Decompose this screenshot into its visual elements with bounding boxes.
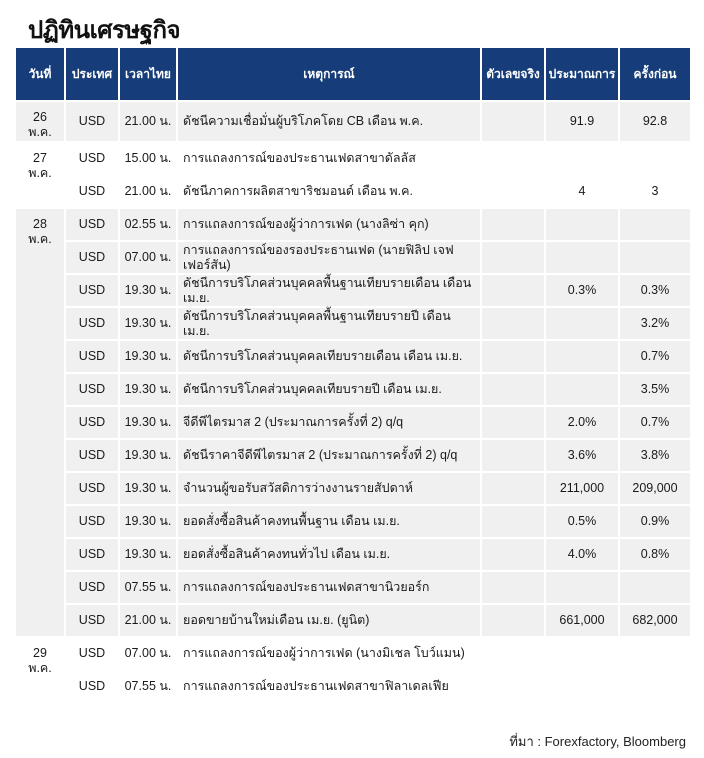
table-row <box>16 605 690 638</box>
event-cell: ดัชนีราคาจีดีพีไตรมาส 2 (ประมาณการครั้งที่ 2) q/q <box>178 440 480 473</box>
time-cell: 21.00 น. <box>120 176 176 209</box>
header-forecast: ประมาณการ <box>546 48 618 102</box>
actual-cell <box>482 341 544 374</box>
table-row <box>16 143 690 176</box>
time-cell: 21.00 น. <box>120 605 176 638</box>
forecast-cell: 661,000 <box>546 605 618 638</box>
table-row <box>16 308 690 341</box>
actual-cell <box>482 308 544 341</box>
forecast-cell <box>546 572 618 605</box>
currency-cell: USD <box>66 473 118 506</box>
currency-cell: USD <box>66 407 118 440</box>
forecast-cell <box>546 209 618 242</box>
time-cell: 19.30 น. <box>120 539 176 572</box>
previous-cell: 0.3% <box>620 275 690 308</box>
table-row <box>16 102 690 143</box>
actual-cell <box>482 143 544 176</box>
previous-cell: 3.8% <box>620 440 690 473</box>
table-row <box>16 506 690 539</box>
event-cell: การแถลงการณ์ของผู้ว่าการเฟด (นางมิเชล โบว์แมน) <box>178 638 480 671</box>
forecast-cell: 2.0% <box>546 407 618 440</box>
time-cell: 07.55 น. <box>120 671 176 704</box>
economic-calendar-table <box>14 48 692 704</box>
header-actual: ตัวเลขจริง <box>482 48 544 102</box>
table-row <box>16 242 690 275</box>
event-cell: การแถลงการณ์ของผู้ว่าการเฟด (นางลิซ่า คุก) <box>178 209 480 242</box>
currency-cell: USD <box>66 275 118 308</box>
previous-cell: 209,000 <box>620 473 690 506</box>
currency-cell: USD <box>66 638 118 671</box>
table-row <box>16 539 690 572</box>
forecast-cell <box>546 143 618 176</box>
forecast-cell <box>546 638 618 671</box>
time-cell: 07.55 น. <box>120 572 176 605</box>
time-cell: 19.30 น. <box>120 275 176 308</box>
previous-cell <box>620 572 690 605</box>
forecast-cell <box>546 242 618 275</box>
currency-cell: USD <box>66 176 118 209</box>
actual-cell <box>482 275 544 308</box>
currency-cell: USD <box>66 374 118 407</box>
currency-cell: USD <box>66 572 118 605</box>
table-body <box>16 102 690 704</box>
header-date: วันที่ <box>16 48 64 102</box>
actual-cell <box>482 506 544 539</box>
time-cell: 19.30 น. <box>120 374 176 407</box>
previous-cell: 0.7% <box>620 341 690 374</box>
event-cell: จำนวนผู้ขอรับสวัสดิการว่างงานรายสัปดาห์ <box>178 473 480 506</box>
event-cell: ดัชนีภาคการผลิตสาขาริชมอนด์ เดือน พ.ค. <box>178 176 480 209</box>
actual-cell <box>482 440 544 473</box>
currency-cell: USD <box>66 539 118 572</box>
actual-cell <box>482 671 544 704</box>
previous-cell: 3.5% <box>620 374 690 407</box>
actual-cell <box>482 473 544 506</box>
forecast-cell <box>546 308 618 341</box>
currency-cell: USD <box>66 341 118 374</box>
forecast-cell <box>546 671 618 704</box>
currency-cell: USD <box>66 102 118 143</box>
table-row <box>16 440 690 473</box>
table-row <box>16 374 690 407</box>
time-cell: 19.30 น. <box>120 407 176 440</box>
time-cell: 07.00 น. <box>120 242 176 275</box>
event-cell: ดัชนีการบริโภคส่วนบุคคลพื้นฐานเทียบรายปี เดือน เม.ย. <box>178 308 480 341</box>
previous-cell: 0.8% <box>620 539 690 572</box>
date-cell: 26 พ.ค. <box>16 102 64 143</box>
actual-cell <box>482 209 544 242</box>
time-cell: 02.55 น. <box>120 209 176 242</box>
table-header-row <box>16 48 690 102</box>
forecast-cell: 0.5% <box>546 506 618 539</box>
forecast-cell: 4.0% <box>546 539 618 572</box>
event-cell: ดัชนีความเชื่อมั่นผู้บริโภคโดย CB เดือน พ.ค. <box>178 102 480 143</box>
previous-cell: 0.7% <box>620 407 690 440</box>
forecast-cell: 91.9 <box>546 102 618 143</box>
time-cell: 19.30 น. <box>120 473 176 506</box>
time-cell: 19.30 น. <box>120 341 176 374</box>
previous-cell <box>620 638 690 671</box>
time-cell: 07.00 น. <box>120 638 176 671</box>
event-cell: การแถลงการณ์ของประธานเฟดสาขาดัลลัส <box>178 143 480 176</box>
forecast-cell <box>546 374 618 407</box>
actual-cell <box>482 539 544 572</box>
date-cell: 27 พ.ค. <box>16 143 64 209</box>
event-cell: การแถลงการณ์ของประธานเฟดสาขานิวยอร์ก <box>178 572 480 605</box>
time-cell: 21.00 น. <box>120 102 176 143</box>
event-cell: การแถลงการณ์ของรองประธานเฟด (นายฟิลิป เจฟเฟอร์สัน) <box>178 242 480 275</box>
source-note: ที่มา : Forexfactory, Bloomberg <box>509 734 686 749</box>
actual-cell <box>482 102 544 143</box>
forecast-cell: 211,000 <box>546 473 618 506</box>
actual-cell <box>482 572 544 605</box>
header-currency: ประเทศ <box>66 48 118 102</box>
event-cell: ยอดสั่งซื้อสินค้าคงทนทั่วไป เดือน เม.ย. <box>178 539 480 572</box>
table-row <box>16 473 690 506</box>
date-cell: 29 พ.ค. <box>16 638 64 704</box>
previous-cell <box>620 209 690 242</box>
actual-cell <box>482 374 544 407</box>
table-row <box>16 275 690 308</box>
time-cell: 19.30 น. <box>120 440 176 473</box>
table-row <box>16 341 690 374</box>
currency-cell: USD <box>66 671 118 704</box>
event-cell: ดัชนีการบริโภคส่วนบุคคลพื้นฐานเทียบรายเดือน เดือน เม.ย. <box>178 275 480 308</box>
header-previous: ครั้งก่อน <box>620 48 690 102</box>
actual-cell <box>482 605 544 638</box>
time-cell: 19.30 น. <box>120 506 176 539</box>
previous-cell: 92.8 <box>620 102 690 143</box>
forecast-cell: 4 <box>546 176 618 209</box>
event-cell: ดัชนีการบริโภคส่วนบุคคลเทียบรายปี เดือน เม.ย. <box>178 374 480 407</box>
previous-cell: 3.2% <box>620 308 690 341</box>
previous-cell: 0.9% <box>620 506 690 539</box>
event-cell: ดัชนีการบริโภคส่วนบุคคลเทียบรายเดือน เดือน เม.ย. <box>178 341 480 374</box>
previous-cell <box>620 671 690 704</box>
currency-cell: USD <box>66 143 118 176</box>
event-cell: การแถลงการณ์ของประธานเฟดสาขาฟิลาเดลเฟีย <box>178 671 480 704</box>
previous-cell: 682,000 <box>620 605 690 638</box>
table-row <box>16 572 690 605</box>
actual-cell <box>482 176 544 209</box>
time-cell: 19.30 น. <box>120 308 176 341</box>
currency-cell: USD <box>66 308 118 341</box>
forecast-cell: 3.6% <box>546 440 618 473</box>
header-event: เหตุการณ์ <box>178 48 480 102</box>
actual-cell <box>482 638 544 671</box>
currency-cell: USD <box>66 242 118 275</box>
currency-cell: USD <box>66 506 118 539</box>
time-cell: 15.00 น. <box>120 143 176 176</box>
table-row <box>16 671 690 704</box>
table-row <box>16 209 690 242</box>
event-cell: จีดีพีไตรมาส 2 (ประมาณการครั้งที่ 2) q/q <box>178 407 480 440</box>
actual-cell <box>482 407 544 440</box>
date-cell: 28 พ.ค. <box>16 209 64 638</box>
currency-cell: USD <box>66 605 118 638</box>
currency-cell: USD <box>66 440 118 473</box>
actual-cell <box>482 242 544 275</box>
table-row <box>16 407 690 440</box>
table-row <box>16 638 690 671</box>
previous-cell <box>620 242 690 275</box>
header-time: เวลาไทย <box>120 48 176 102</box>
previous-cell <box>620 143 690 176</box>
currency-cell: USD <box>66 209 118 242</box>
event-cell: ยอดขายบ้านใหม่เดือน เม.ย. (ยูนิต) <box>178 605 480 638</box>
page-title: ปฏิทินเศรษฐกิจ <box>28 16 181 44</box>
previous-cell: 3 <box>620 176 690 209</box>
forecast-cell <box>546 341 618 374</box>
table-row <box>16 176 690 209</box>
event-cell: ยอดสั่งซื้อสินค้าคงทนพื้นฐาน เดือน เม.ย. <box>178 506 480 539</box>
forecast-cell: 0.3% <box>546 275 618 308</box>
